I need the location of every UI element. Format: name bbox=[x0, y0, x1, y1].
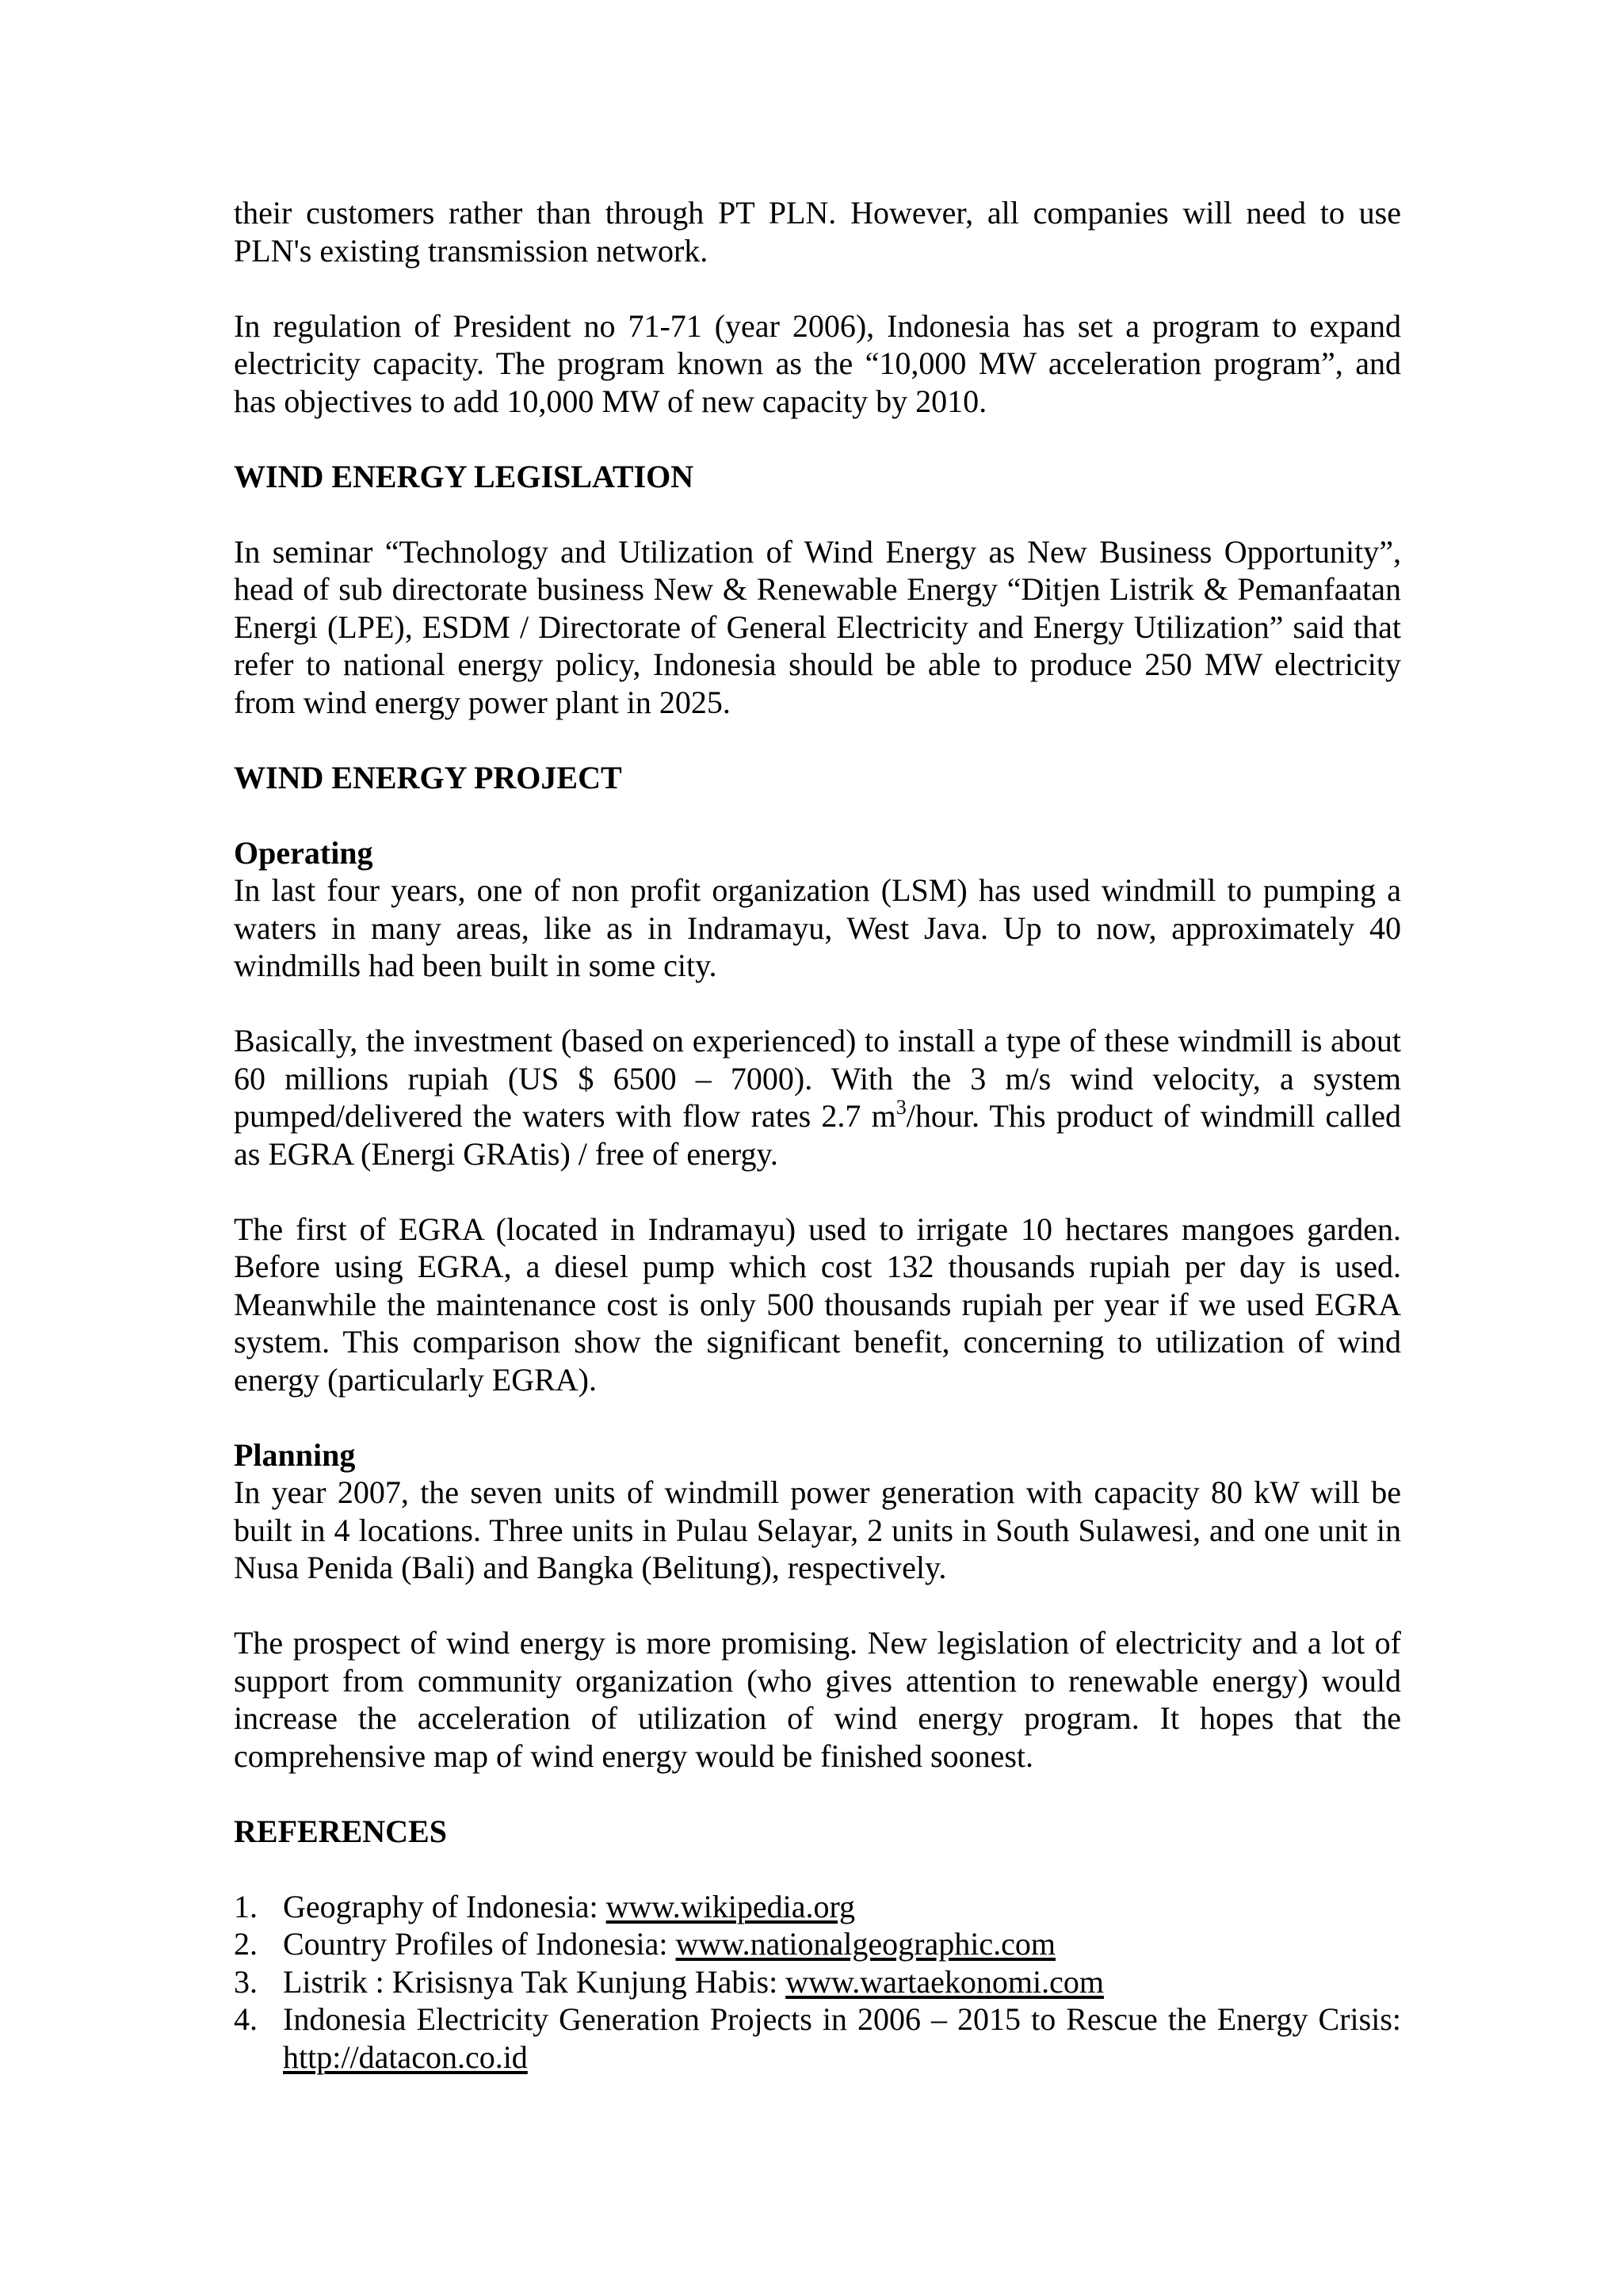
heading-wind-energy-project: WIND ENERGY PROJECT bbox=[234, 759, 622, 795]
reference-text: Listrik : Krisisnya Tak Kunjung Habis: bbox=[283, 1963, 786, 2000]
paragraph-planning-units: In year 2007, the seven units of windmill power generation with capacity 80 kW will be built in 4 locations. Three units in Pulau Selayar, 2 units in South Sulawesi, and one unit in Nusa Penida (Bali) and Bangka (Belitung), respectively. bbox=[234, 1474, 1401, 1585]
paragraph-operating-egra: The first of EGRA (located in Indramayu) used to irrigate 10 hectares mangoes garden. Before using EGRA, a diesel pump which cost 132 thousands rupiah per day is used. Meanwhile the maintenance cost is only 500 thousands rupiah per year if we used EGRA system. This comparison show the significant benefit, concerning to utilization of wind energy (particularly EGRA). bbox=[234, 1211, 1401, 1398]
reference-number: 4. bbox=[234, 2001, 258, 2037]
reference-link-datacon[interactable]: http://datacon.co.id bbox=[283, 2039, 528, 2075]
reference-item bbox=[234, 1888, 1401, 1926]
reference-text: Country Profiles of Indonesia: bbox=[283, 1926, 676, 1962]
paragraph-regulation: In regulation of President no 71-71 (year 2006), Indonesia has set a program to expand electricity capacity. The program known as the “10,000 MW acceleration program”, and has objectives to add 10,000 MW of new capacity by 2010. bbox=[234, 307, 1401, 419]
paragraph-planning-prospect: The prospect of wind energy is more promising. New legislation of electricity and a lot of support from community organization (who gives attention to renewable energy) would increase the acceleration of utilization of wind energy program. It hopes that the comprehensive map of wind energy would be finished soonest. bbox=[234, 1625, 1401, 1774]
reference-link-wartaekonomi[interactable]: www.wartaekonomi.com bbox=[785, 1963, 1104, 2000]
paragraph-legislation: In seminar “Technology and Utilization of Wind Energy as New Business Opportunity”, head of sub directorate business New & Renewable Energy “Ditjen Listrik & Pemanfaatan Energi (LPE), ESDM / Directorate of General Electricity and Energy Utilization” said that refer to national energy policy, Indonesia should be able to produce 250 MW electricity from wind energy power plant in 2025. bbox=[234, 533, 1401, 720]
reference-link-wikipedia[interactable]: www.wikipedia.org bbox=[605, 1888, 856, 1924]
reference-number: 1. bbox=[234, 1888, 258, 1924]
subheading-operating: Operating bbox=[234, 834, 373, 871]
heading-wind-energy-legislation: WIND ENERGY LEGISLATION bbox=[234, 458, 694, 494]
reference-text: Indonesia Electricity Generation Projects in 2006 – 2015 to Rescue the Energy Crisis: bbox=[283, 2001, 1401, 2037]
reference-item bbox=[234, 1925, 1401, 1963]
paragraph-transmission: their customers rather than through PT PLN. However, all companies will need to use PLN's existing transmission network. bbox=[234, 195, 1401, 269]
cubic-superscript: 3 bbox=[896, 1096, 907, 1119]
investment-text-cont: /hour. This product of windmill called as EGRA (Energi GRAtis) / free of energy. bbox=[234, 1098, 1401, 1172]
reference-number: 3. bbox=[234, 1963, 258, 2000]
subheading-planning: Planning bbox=[234, 1436, 356, 1473]
heading-references: REFERENCES bbox=[234, 1813, 447, 1849]
reference-item bbox=[234, 2000, 1401, 2076]
paragraph-operating-lsm: In last four years, one of non profit organization (LSM) has used windmill to pumping a waters in many areas, like as in Indramayu, West Java. Up to now, approximately 40 windmills had been built in some city. bbox=[234, 872, 1401, 983]
reference-text: Geography of Indonesia: bbox=[283, 1888, 606, 1924]
reference-item bbox=[234, 1963, 1401, 2001]
paragraph-operating-investment bbox=[234, 1022, 1401, 1173]
references-list bbox=[234, 1888, 1401, 2077]
reference-number: 2. bbox=[234, 1926, 258, 1962]
investment-text: Basically, the investment (based on experienced) to install a type of these windmill is about 60 millions rupiah (US $ 6500 – 7000). With the 3 m/s wind velocity, a system pumped/delivered the waters with flow rates 2.7 m bbox=[234, 1023, 1401, 1134]
reference-link-nationalgeographic[interactable]: www.nationalgeographic.com bbox=[675, 1926, 1056, 1962]
document-page bbox=[234, 194, 1401, 2076]
